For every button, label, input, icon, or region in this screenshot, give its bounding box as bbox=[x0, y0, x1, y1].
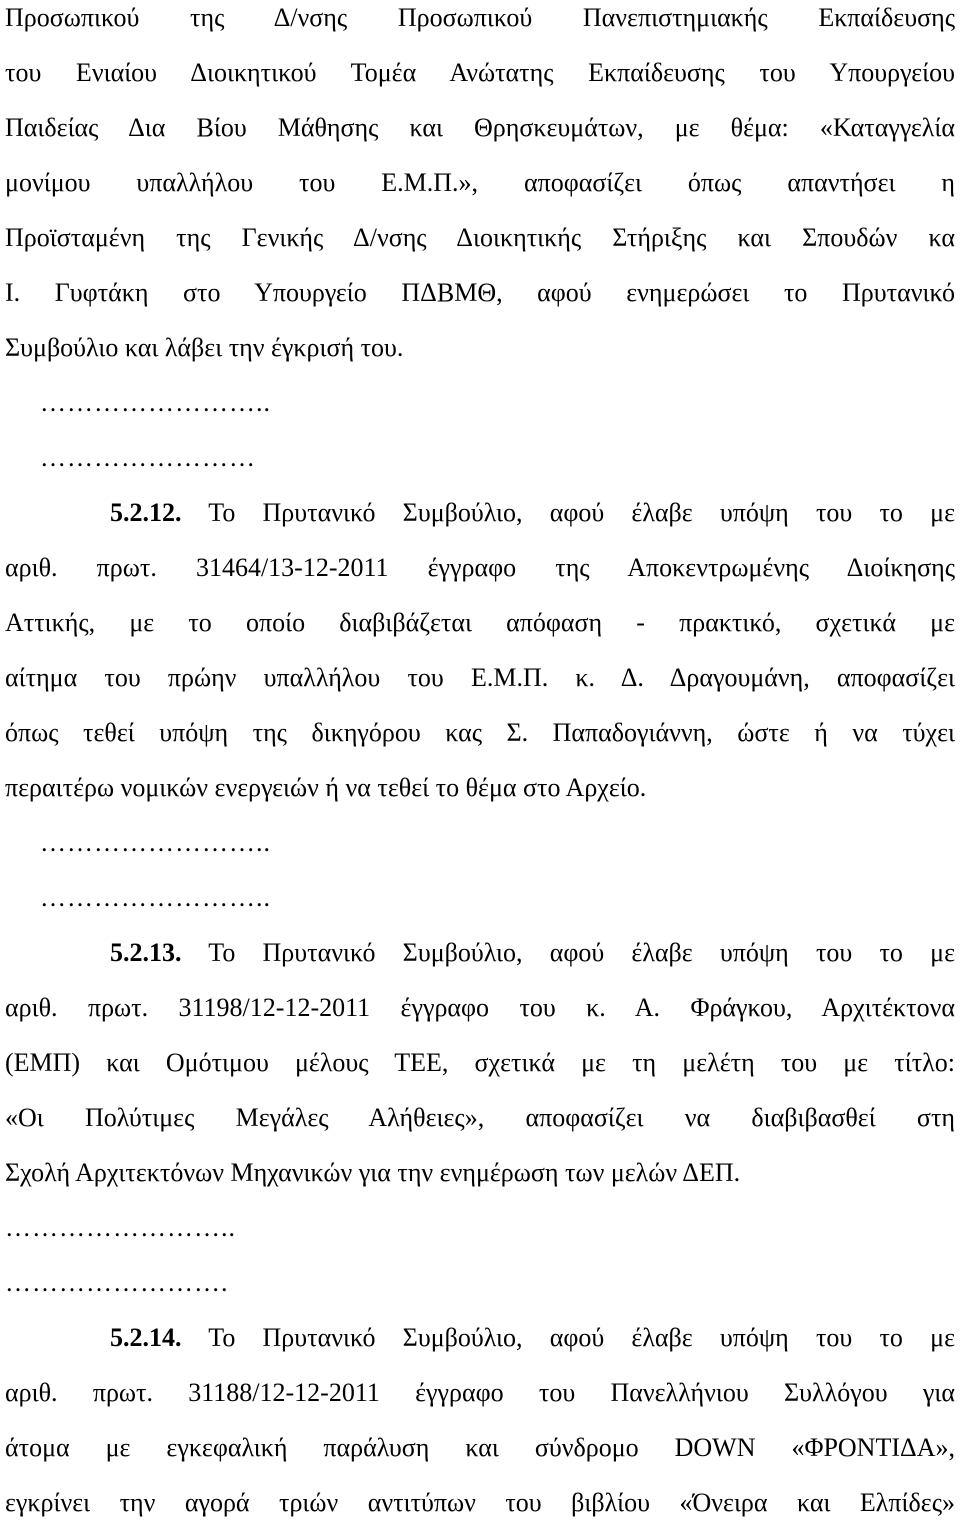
item-line: αίτημα του πρώην υπαλλήλου του Ε.Μ.Π. κ. Δ. Δραγουμάνη, αποφασίζει bbox=[5, 663, 955, 692]
dotted-separator: …………………….. bbox=[5, 1213, 236, 1242]
item-line: άτομα με εγκεφαλική παράλυση και σύνδρομο DOWN «ΦΡΟΝΤΙΔΑ», bbox=[5, 1433, 955, 1462]
item-line-last: περαιτέρω νομικών ενεργειών ή να τεθεί το θέμα στο Αρχείο. bbox=[5, 773, 647, 802]
item-number: 5.2.12. bbox=[110, 498, 182, 527]
intro-line: Προσωπικού της Δ/νσης Προσωπικού Πανεπιστημιακής Εκπαίδευσης bbox=[5, 3, 955, 32]
item-first-line bbox=[110, 936, 955, 970]
item-heading-text: Το Πρυτανικό Συμβούλιο, αφού έλαβε υπόψη του το με bbox=[181, 1323, 955, 1352]
item-line: Αττικής, με το οποίο διαβιβάζεται απόφαση - πρακτικό, σχετικά με bbox=[5, 608, 955, 637]
item-line: όπως τεθεί υπόψη της δικηγόρου κας Σ. Παπαδογιάννη, ώστε ή να τύχει bbox=[5, 718, 955, 747]
item-line-last: Σχολή Αρχιτεκτόνων Μηχανικών για την ενημέρωση των μελών ΔΕΠ. bbox=[5, 1158, 741, 1187]
item-line: «Οι Πολύτιμες Μεγάλες Αλήθειες», αποφασίζει να διαβιβασθεί στη bbox=[5, 1103, 955, 1132]
item-line: αριθ. πρωτ. 31188/12-12-2011 έγγραφο του Πανελλήνιου Συλλόγου για bbox=[5, 1378, 955, 1407]
item-number: 5.2.14. bbox=[110, 1323, 182, 1352]
dotted-separator: …………………….. bbox=[40, 883, 271, 912]
dotted-separator: …………………….. bbox=[40, 828, 271, 857]
intro-line: Παιδείας Δια Βίου Μάθησης και Θρησκευμάτων, με θέμα: «Καταγγελία bbox=[5, 113, 955, 142]
intro-line: Ι. Γυφτάκη στο Υπουργείο ΠΔΒΜΘ, αφού ενημερώσει το Πρυτανικό bbox=[5, 278, 955, 307]
item-first-line bbox=[110, 1321, 955, 1355]
item-line: εγκρίνει την αγορά τριών αντιτύπων του βιβλίου «Όνειρα και Ελπίδες» bbox=[5, 1488, 955, 1517]
intro-line: Προϊσταμένη της Γενικής Δ/νσης Διοικητικής Στήριξης και Σπουδών κα bbox=[5, 223, 955, 252]
item-heading-text: Το Πρυτανικό Συμβούλιο, αφού έλαβε υπόψη του το με bbox=[181, 938, 955, 967]
item-first-line bbox=[110, 496, 955, 530]
item-line: αριθ. πρωτ. 31198/12-12-2011 έγγραφο του κ. Α. Φράγκου, Αρχιτέκτονα bbox=[5, 993, 955, 1022]
intro-line: του Ενιαίου Διοικητικού Τομέα Ανώτατης Εκπαίδευσης του Υπουργείου bbox=[5, 58, 955, 87]
dotted-separator: …………………….. bbox=[40, 388, 271, 417]
dotted-separator: …………………… bbox=[40, 443, 256, 472]
dotted-separator: ……………………. bbox=[5, 1268, 229, 1297]
item-line: αριθ. πρωτ. 31464/13-12-2011 έγγραφο της Αποκεντρωμένης Διοίκησης bbox=[5, 553, 955, 582]
intro-line: μονίμου υπαλλήλου του Ε.Μ.Π.», αποφασίζει όπως απαντήσει η bbox=[5, 168, 955, 197]
item-number: 5.2.13. bbox=[110, 938, 182, 967]
intro-line-last: Συμβούλιο και λάβει την έγκρισή του. bbox=[5, 333, 404, 362]
item-line: (ΕΜΠ) και Ομότιμου μέλους ΤΕΕ, σχετικά με τη μελέτη του με τίτλο: bbox=[5, 1048, 955, 1077]
item-heading-text: Το Πρυτανικό Συμβούλιο, αφού έλαβε υπόψη του το με bbox=[181, 498, 955, 527]
